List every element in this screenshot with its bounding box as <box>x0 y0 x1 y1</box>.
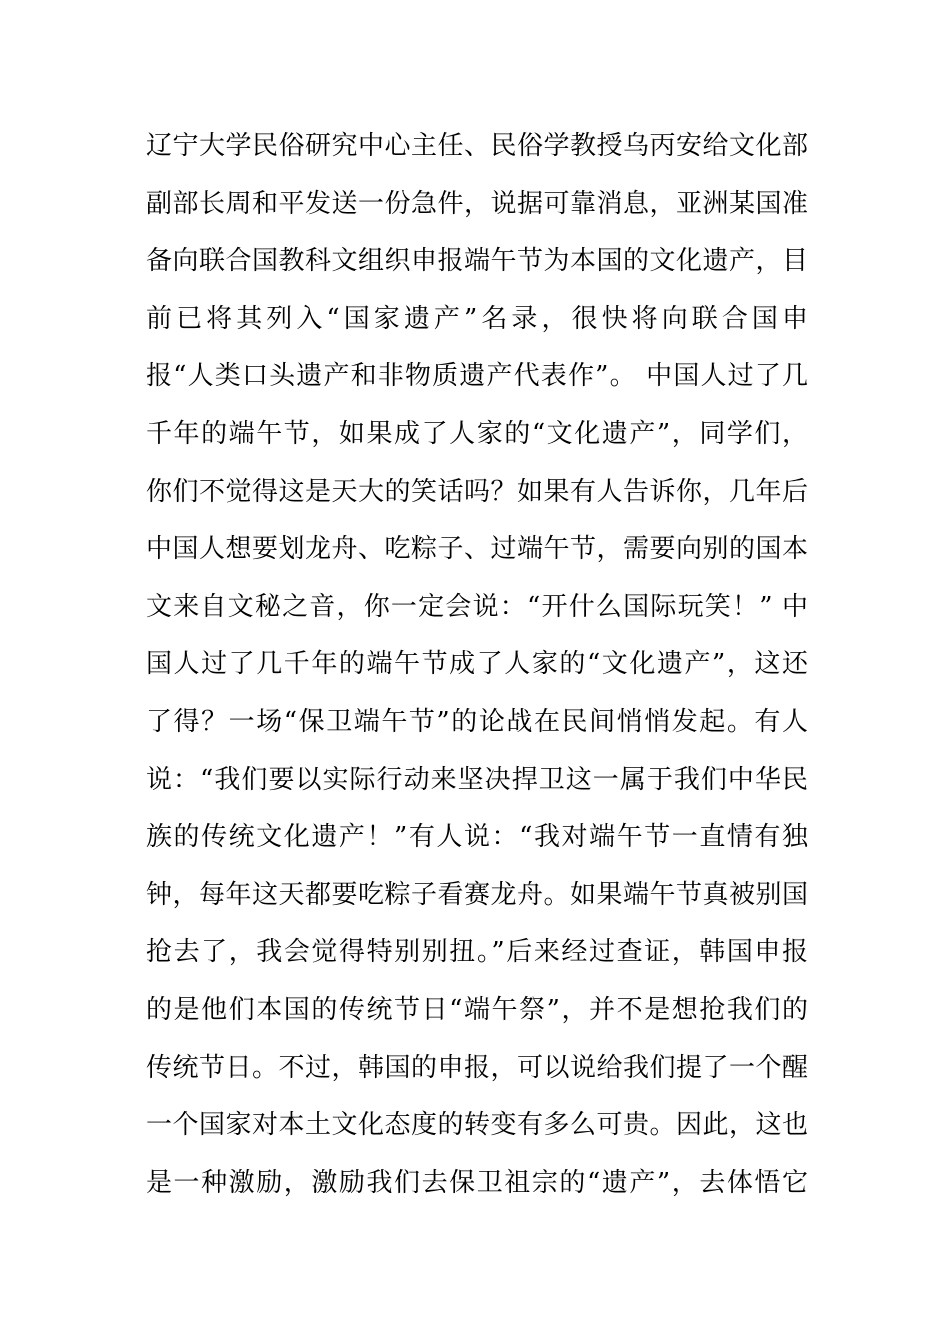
text-line: 辽宁大学民俗研究中心主任、民俗学教授乌丙安给文化部 <box>146 131 808 161</box>
text-line: 族的传统文化遗产！”有人说：“我对端午节一直情有独 <box>146 822 808 853</box>
text-line: 文来自文秘之音，你一定会说：“开什么国际玩笑！” 中 <box>146 591 808 622</box>
text-line: 一个国家对本土文化态度的转变有多么可贵。因此，这也 <box>146 1110 808 1141</box>
text-line: 前已将其列入“国家遗产”名录，很快将向联合国申 <box>146 303 808 334</box>
text-line: 备向联合国教科文组织申报端午节为本国的文化遗产，目 <box>146 246 808 277</box>
text-line: 是一种激励，激励我们去保卫祖宗的“遗产”，去体悟它 <box>146 1167 808 1198</box>
text-line: 报“人类口头遗产和非物质遗产代表作”。 中国人过了几 <box>146 361 808 392</box>
text-line: 了得？一场“保卫端午节”的论战在民间悄悄发起。有人 <box>146 706 808 737</box>
text-line: 千年的端午节，如果成了人家的“文化遗产”，同学们， <box>146 418 808 449</box>
body-text <box>146 118 808 1212</box>
text-line: 抢去了，我会觉得特别别扭。”后来经过查证，韩国申报 <box>146 937 808 968</box>
text-line: 副部长周和平发送一份急件，说据可靠消息，亚洲某国准 <box>146 188 808 219</box>
text-line: 钟，每年这天都要吃粽子看赛龙舟。如果端午节真被别国 <box>146 879 808 910</box>
text-line: 中国人想要划龙舟、吃粽子、过端午节，需要向别的国本 <box>146 534 808 565</box>
text-line: 国人过了几千年的端午节成了人家的“文化遗产”，这还 <box>146 649 808 680</box>
text-line: 说：“我们要以实际行动来坚决捍卫这一属于我们中华民 <box>146 764 808 795</box>
text-line: 的是他们本国的传统节日“端午祭”，并不是想抢我们的 <box>146 994 808 1025</box>
text-line: 你们不觉得这是天大的笑话吗？如果有人告诉你，几年后 <box>146 476 808 507</box>
text-line: 传统节日。不过，韩国的申报，可以说给我们提了一个醒 <box>146 1052 808 1083</box>
